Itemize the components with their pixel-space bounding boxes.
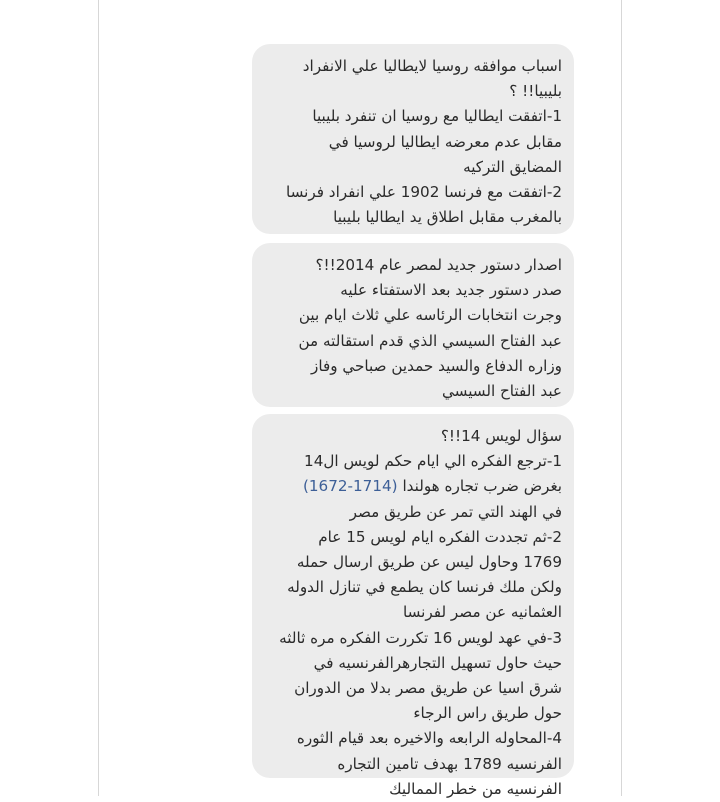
message-line-text: بغرض ضرب تجاره هولندا bbox=[402, 477, 562, 496]
message-line: الفرنسيه من خطر المماليك bbox=[389, 779, 562, 798]
message-line: 1-ترجع الفكره الي ايام حكم لويس ال14 bbox=[304, 452, 562, 471]
message-line: 2-ثم تجددت الفكره ايام لويس 15 عام bbox=[318, 527, 562, 546]
message-line: بليبيا!! ؟ bbox=[509, 82, 562, 101]
message-line: عبد الفتاح السيسي الذي قدم استقالته من bbox=[298, 331, 562, 350]
message-line: شرق اسيا عن طريق مصر بدلا من الدوران bbox=[294, 679, 562, 698]
message-bubble-louis bbox=[252, 414, 574, 798]
message-line: الفرنسيه 1789 بهدف تامين التجاره bbox=[337, 754, 562, 773]
message-line: وزاره الدفاع والسيد حمدين صباحي وفاز bbox=[310, 356, 562, 375]
message-line: عبد الفتاح السيسي bbox=[441, 382, 562, 401]
message-line: العثمانيه عن مصر لفرنسا bbox=[402, 603, 562, 622]
message-line: حول طريق راس الرجاء bbox=[413, 704, 562, 723]
message-line: المضايق التركيه bbox=[463, 157, 562, 176]
message-line: وجرت انتخابات الرئاسه علي ثلاث ايام بين bbox=[298, 306, 562, 325]
message-line: 3-في عهد لويس 16 تكررت الفكره مره ثالثه bbox=[279, 628, 562, 647]
message-line: اسباب موافقه روسيا لايطاليا علي الانفراد bbox=[302, 57, 562, 75]
message-bubble-constitution bbox=[252, 243, 574, 407]
message-line: اصدار دستور جديد لمصر عام 2014!!؟ bbox=[315, 256, 562, 274]
message-bubble-libya bbox=[252, 44, 574, 234]
message-line: في الهند التي تمر عن طريق مصر bbox=[349, 502, 562, 521]
message-line-with-link bbox=[262, 474, 562, 499]
message-line: صدر دستور جديد بعد الاستفتاء عليه bbox=[340, 281, 562, 300]
message-line: 4-المحاوله الرابعه والاخيره بعد قيام الثوره bbox=[296, 729, 562, 748]
message-line: 2-اتفقت مع فرنسا 1902 علي انفراد فرنسا bbox=[285, 183, 562, 202]
message-line: حيث حاول تسهيل التجارهرالفرنسيه في bbox=[313, 653, 562, 672]
message-line: سؤال لويس 14!!؟ bbox=[440, 427, 562, 445]
message-line: ولكن ملك فرنسا كان يطمع في تنازل الدوله bbox=[287, 578, 562, 597]
message-line: بالمغرب مقابل اطلاق يد ايطاليا بليبيا bbox=[333, 208, 562, 227]
date-link[interactable]: (1714-1672) bbox=[302, 477, 398, 496]
message-line: مقابل عدم معرضه ايطاليا لروسيا في bbox=[328, 132, 562, 151]
message-line: 1769 وحاول ليس عن طريق ارسال حمله bbox=[296, 553, 562, 572]
message-line: 1-اتفقت ايطاليا مع روسيا ان تنفرد بليبيا bbox=[312, 107, 562, 126]
